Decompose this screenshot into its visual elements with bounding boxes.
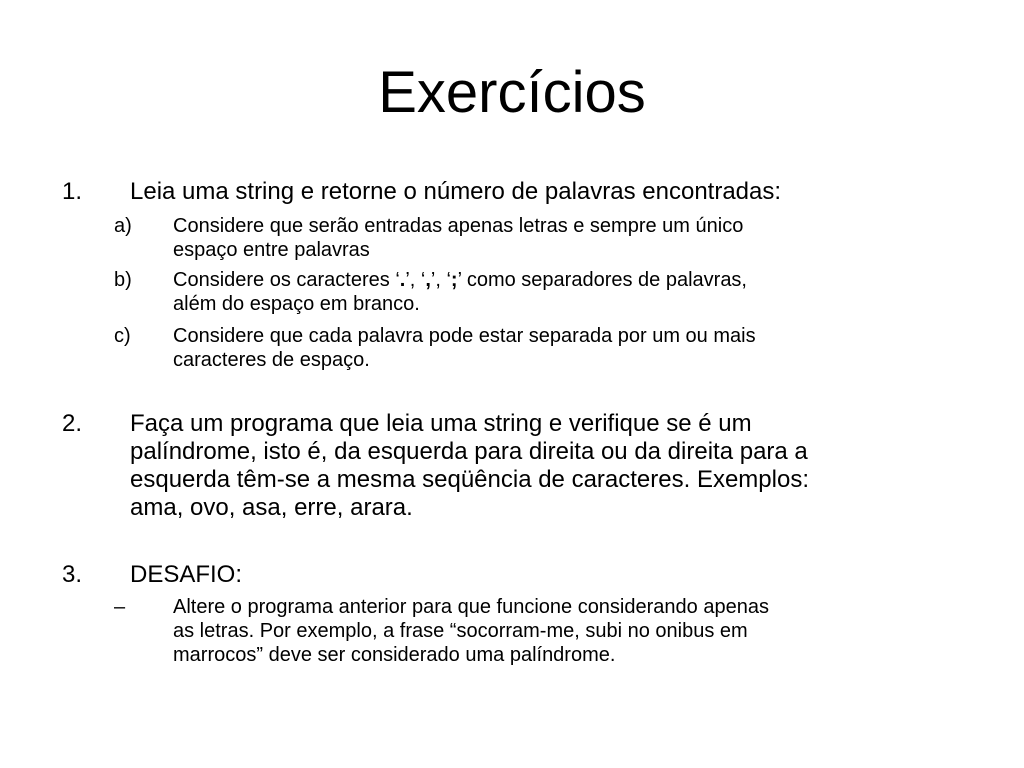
subitem-marker: b) xyxy=(114,269,132,291)
text-line: Altere o programa anterior para que funcione considerando apenas xyxy=(173,596,769,618)
text-segment: ’, ‘ xyxy=(405,269,426,291)
item-text: Leia uma string e retorne o número de palavras encontradas: xyxy=(130,178,782,205)
text-segment: ’, ‘ xyxy=(430,269,451,291)
subitem-marker: a) xyxy=(114,215,132,237)
item-number: 2. xyxy=(62,410,83,437)
subitem-marker: c) xyxy=(114,325,131,347)
subitem-text xyxy=(173,324,963,372)
text-line: além do espaço em branco. xyxy=(173,293,420,315)
text-line: ama, ovo, asa, erre, arara. xyxy=(130,494,413,521)
item-number: 3. xyxy=(62,561,83,588)
separator-char: . xyxy=(399,269,406,291)
text-line: espaço entre palavras xyxy=(173,239,370,261)
text-segment: Considere os caracteres ‘ xyxy=(173,269,400,291)
text-line: palíndrome, isto é, da esquerda para direita ou da direita para a xyxy=(130,438,808,465)
text-line: Considere que cada palavra pode estar separada por um ou mais xyxy=(173,325,756,347)
text-line xyxy=(173,268,963,292)
slide-title: Exercícios xyxy=(378,60,646,125)
item-text: DESAFIO: xyxy=(130,561,243,588)
text-line: Considere que serão entradas apenas letras e sempre um único xyxy=(173,215,744,237)
dash-bullet: – xyxy=(114,596,126,618)
text-line: caracteres de espaço. xyxy=(173,349,370,371)
text-line: Faça um programa que leia uma string e verifique se é um xyxy=(130,410,752,437)
subitem-text xyxy=(173,595,963,667)
text-line: esquerda têm-se a mesma seqüência de caracteres. Exemplos: xyxy=(130,466,809,493)
subitem-text xyxy=(173,214,963,262)
separator-char: , xyxy=(425,269,431,291)
separator-char: ; xyxy=(450,269,458,291)
item-number: 1. xyxy=(62,178,83,205)
subitem-text xyxy=(173,268,963,316)
text-segment: ’ como separadores de palavras, xyxy=(457,269,747,291)
text-line: as letras. Por exemplo, a frase “socorram-me, subi no onibus em xyxy=(173,620,748,642)
text-line: marrocos” deve ser considerado uma palíndrome. xyxy=(173,644,616,666)
item-text xyxy=(130,410,960,522)
